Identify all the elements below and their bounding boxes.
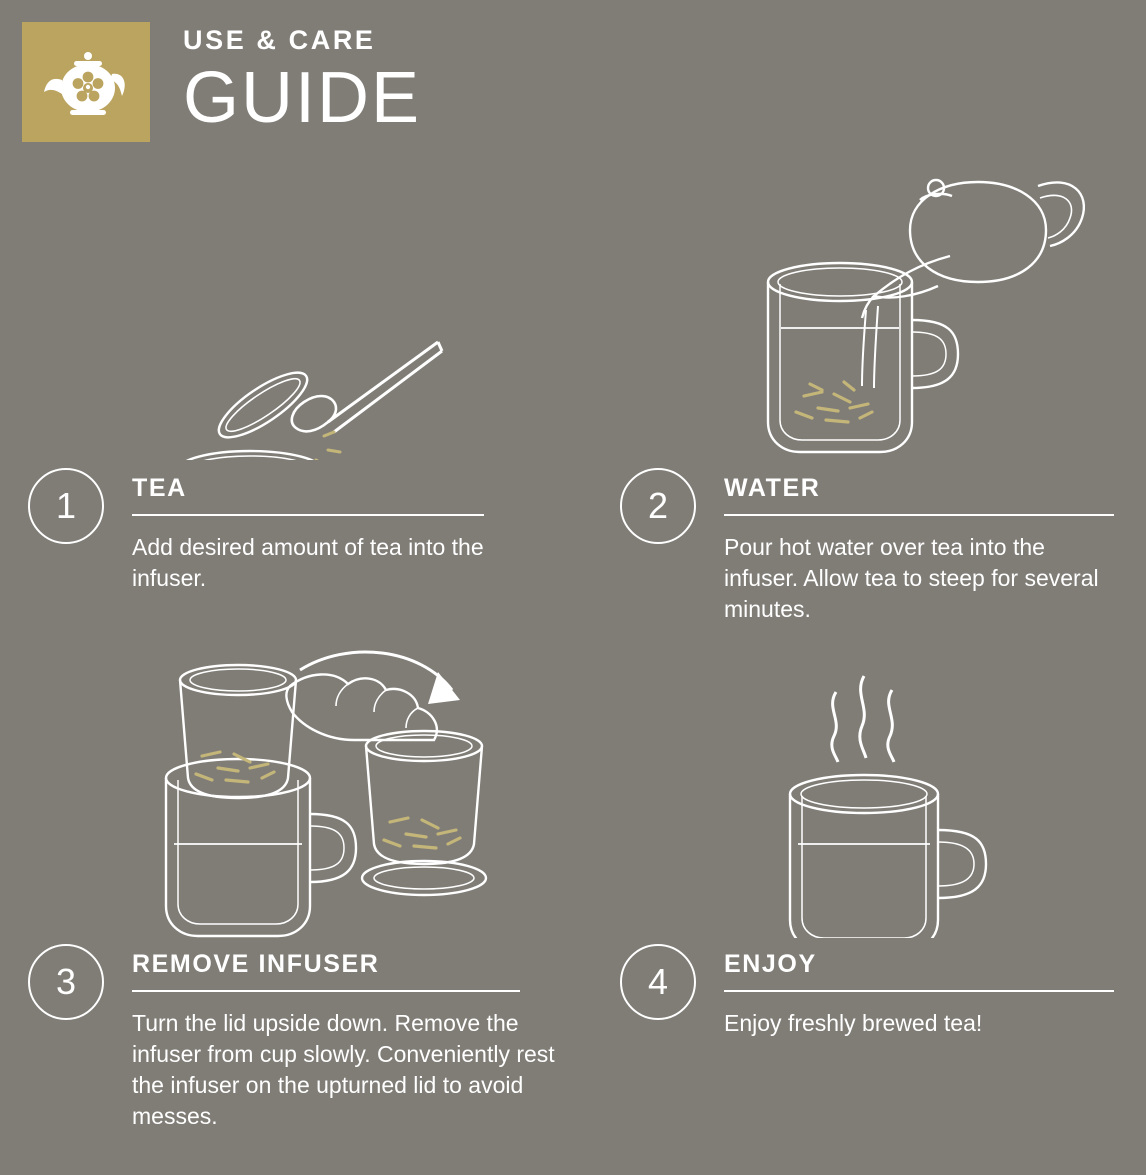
step-3-head bbox=[28, 944, 558, 1002]
step-1-divider bbox=[132, 514, 484, 516]
page-title: GUIDE bbox=[183, 58, 422, 138]
spoon-pouring-tea-leaves-into-glass-mug-icon bbox=[28, 160, 498, 460]
step-4-body: Enjoy freshly brewed tea! bbox=[724, 1010, 983, 1036]
step-2-title: WATER bbox=[724, 474, 821, 502]
logo-badge bbox=[22, 22, 150, 142]
step-3-title: REMOVE INFUSER bbox=[132, 950, 380, 978]
step-2-body: Pour hot water over tea into the infuser. Allow tea to steep for several minutes. bbox=[724, 534, 1099, 622]
step-1-title: TEA bbox=[132, 474, 187, 502]
step-2 bbox=[620, 160, 1120, 625]
hand-lifting-infuser-out-of-mug-icon bbox=[28, 628, 558, 938]
step-1-number: 1 bbox=[28, 468, 104, 544]
header-titles bbox=[183, 24, 421, 138]
step-3-illustration-wrap bbox=[28, 628, 558, 938]
step-3 bbox=[28, 628, 558, 1132]
step-4-title: ENJOY bbox=[724, 950, 817, 978]
step-3-divider bbox=[132, 990, 520, 992]
step-2-divider bbox=[724, 514, 1114, 516]
step-1-head bbox=[28, 468, 498, 526]
header bbox=[0, 0, 1146, 160]
step-4-number: 4 bbox=[620, 944, 696, 1020]
step-4-divider bbox=[724, 990, 1114, 992]
teapot-icon bbox=[22, 36, 150, 122]
step-2-illustration-wrap bbox=[620, 160, 1120, 460]
step-4 bbox=[620, 628, 1120, 1039]
step-2-number: 2 bbox=[620, 468, 696, 544]
step-3-number: 3 bbox=[28, 944, 104, 1020]
step-3-body: Turn the lid upside down. Remove the infuser from cup slowly. Conveniently rest the infuser on the upturned lid to avoid messes. bbox=[132, 1010, 555, 1129]
teapot-pouring-water-into-glass-mug-icon bbox=[620, 160, 1120, 460]
step-2-head bbox=[620, 468, 1120, 526]
header-subtitle: USE & CARE bbox=[183, 25, 376, 55]
step-1-illustration-wrap bbox=[28, 160, 498, 460]
step-4-head bbox=[620, 944, 1120, 1002]
step-4-illustration-wrap bbox=[620, 628, 1120, 938]
step-1-body: Add desired amount of tea into the infuser. bbox=[132, 534, 484, 591]
steaming-mug-of-tea-icon bbox=[620, 628, 1120, 938]
step-1 bbox=[28, 160, 498, 594]
